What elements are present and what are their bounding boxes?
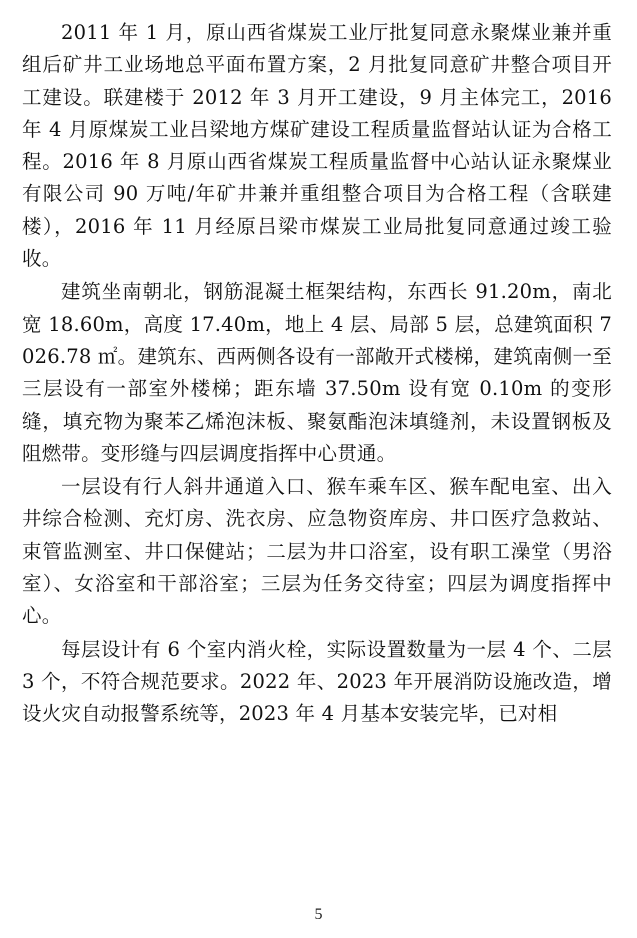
paragraph-fire-hydrants: 每层设计有 6 个室内消火栓，实际设置数量为一层 4 个、二层 3 个，不符合规范要求。2022 年、2023 年开展消防设施改造，增设火灾自动报警系统等，2023 年 4 月基本安装完毕，已对相 — [22, 637, 612, 726]
paragraph-floor-layout: 一层设有行人斜井通道入口、猴车乘车区、猴车配电室、出入井综合检测、充灯房、洗衣房、应急物资库房、井口医疗急救站、束管监测室、井口保健站；二层为井口浴室，设有职工澡堂（男浴室）、女浴室和干部浴室；三层为任务交待室；四层为调度指挥中心。 — [22, 475, 612, 628]
document-body — [22, 17, 612, 731]
paragraph-building-structure: 建筑坐南朝北，钢筋混凝土框架结构，东西长 91.20m，南北宽 18.60m，高度 17.40m，地上 4 层、局部 5 层，总建筑面积 7026.78 ㎡。建筑东、西两侧各设有一部敞开式楼梯，建筑南侧一至三层设有一部室外楼梯；距东墙 37.50m 设有宽 0.10m 的变形缝，填充物为聚苯乙烯泡沫板、聚氨酯泡沫填缝剂，未设置钢板及阻燃带。变形缝与四层调度指挥中心贯通。 — [22, 280, 612, 465]
page-number: 5 — [314, 906, 323, 923]
paragraph-construction-history: 2011 年 1 月，原山西省煤炭工业厅批复同意永聚煤业兼并重组后矿井工业场地总平面布置方案，2 月批复同意矿井整合项目开工建设。联建楼于 2012 年 3 月开工建设，9 月主体完工，2016 年 4 月原煤炭工业吕梁地方煤矿建设工程质量监督站认证为合格工程。2016 年 8 月原山西省煤炭工程质量监督中心站认证永聚煤业有限公司 90 万吨/年矿井兼并重组整合项目为合格工程（含联建楼），2016 年 11 月经原吕梁市煤炭工业局批复同意通过竣工验收。 — [22, 21, 612, 271]
